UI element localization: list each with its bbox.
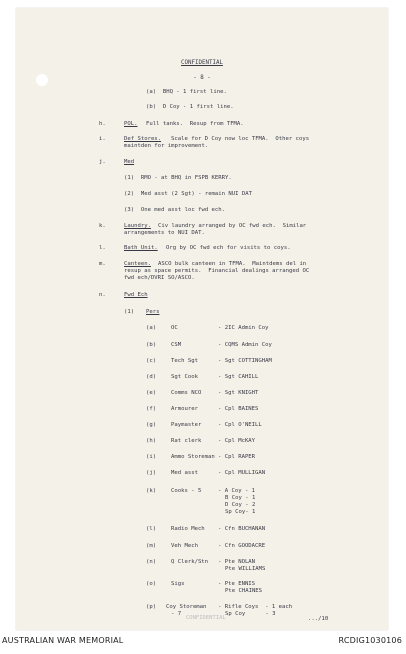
para-i-text2: maintden for improvement. xyxy=(124,143,209,149)
pers-m-role: Veh Mech xyxy=(171,543,198,549)
footer-left: AUSTRALIAN WAR MEMORIAL xyxy=(2,636,124,645)
pers-a-idx: (a) xyxy=(146,325,157,331)
pers-d-name: - Sgt CAHILL xyxy=(218,374,259,380)
pers-heading: Pers xyxy=(146,309,160,315)
document-page xyxy=(16,8,388,630)
pers-d-role: Sgt Cook xyxy=(171,374,198,380)
pers-c-idx: (c) xyxy=(146,358,157,364)
para-h-letter: h. xyxy=(99,121,106,127)
cooks-line-1: - A Coy - 1 xyxy=(218,488,256,494)
pers-l-role: Radio Mech xyxy=(171,526,205,532)
para-i-letter: i. xyxy=(99,136,106,142)
pers-n-name2: Pte WILLIAMS xyxy=(225,566,266,572)
pers-h-idx: (h) xyxy=(146,438,157,444)
para-i-heading: Def Stores. xyxy=(124,136,162,142)
para-h-text: Full tanks. Resup from TFMA. xyxy=(146,121,244,127)
para-n1: (1) xyxy=(124,309,135,315)
para-m-letter: m. xyxy=(99,261,106,267)
line-g1: (a) BHQ - 1 first line. xyxy=(146,89,227,95)
pers-h-role: Rat clerk xyxy=(171,438,202,444)
pers-i-idx: (i) xyxy=(146,454,157,460)
para-j1: (1) RMO - at BHQ in FSPB KERRY. xyxy=(124,175,232,181)
pers-g-idx: (g) xyxy=(146,422,157,428)
pers-j-idx: (j) xyxy=(146,470,157,476)
para-m-heading: Canteen. xyxy=(124,261,151,267)
para-j2: (2) Med asst (2 Sgt) - remain NUI DAT xyxy=(124,191,252,197)
page-ref: .../10 xyxy=(308,616,329,622)
page-number: - 8 - xyxy=(193,75,211,81)
para-n-heading: Fwd Ech xyxy=(124,292,148,298)
cooks-line-4: Sp Coy- 1 xyxy=(225,509,256,515)
pers-h-name: - Cpl McKAY xyxy=(218,438,256,444)
storeman-role: Coy Storeman xyxy=(166,604,207,610)
pers-c-role: Tech Sgt xyxy=(171,358,198,364)
para-k-heading: Laundry. xyxy=(124,223,151,229)
para-j-letter: j. xyxy=(99,159,106,165)
storeman-role2: - 7 xyxy=(171,611,182,617)
faded-stamp: CONFIDENTIAL xyxy=(186,615,226,621)
pers-m-name: - Cfn GOODACRE xyxy=(218,543,266,549)
storeman-right2: Sp Coy - 3 xyxy=(225,611,276,617)
pers-j-name: - Cpl MULLIGAN xyxy=(218,470,266,476)
cooks-role: Cooks - 5 xyxy=(171,488,202,494)
pers-n-idx: (n) xyxy=(146,559,157,565)
pers-f-idx: (f) xyxy=(146,406,157,412)
para-n-letter: n. xyxy=(99,292,106,298)
pers-a-name: - 2IC Admin Coy xyxy=(218,325,269,331)
cooks-line-2: B Coy - 1 xyxy=(225,495,256,501)
footer-right: RCDIG1030106 xyxy=(338,636,402,645)
pers-g-role: Paymaster xyxy=(171,422,202,428)
para-m-text2: resup as space permits. Financial dealings arranged OC xyxy=(124,268,310,274)
pers-c-name: - Sgt COTTINGHAM xyxy=(218,358,272,364)
pers-a-role: OC xyxy=(171,325,178,331)
para-k-text2: arrangements to NUI DAT. xyxy=(124,230,205,236)
pers-i-name: - Cpl RAPER xyxy=(218,454,256,460)
pers-o-role: Sigs xyxy=(171,581,185,587)
pers-f-name: - Cpl BAINES xyxy=(218,406,259,412)
pers-d-idx: (d) xyxy=(146,374,157,380)
pers-n-name: - Pte NOLAN xyxy=(218,559,256,565)
line-g2: (b) D Coy - 1 first line. xyxy=(146,104,234,110)
pers-f-role: Armourer xyxy=(171,406,198,412)
pers-o-name: - Pte ENNIS xyxy=(218,581,256,587)
pers-g-name: - Cpl O'NEILL xyxy=(218,422,262,428)
storeman-right1: - Rifle Coys - 1 each xyxy=(218,604,293,610)
para-l-letter: l. xyxy=(99,245,106,251)
cooks-line-3: D Coy - 2 xyxy=(225,502,256,508)
pers-o-idx: (o) xyxy=(146,581,157,587)
para-h-heading: POL. xyxy=(124,121,138,127)
pers-l-name: - Cfn BUCHANAN xyxy=(218,526,266,532)
para-l-text: Org by OC fwd ech for visits to coys. xyxy=(166,245,291,251)
cooks-idx: (k) xyxy=(146,488,157,494)
storeman-idx: (p) xyxy=(146,604,157,610)
classification-header: CONFIDENTIAL xyxy=(181,60,223,66)
para-j-heading: Med xyxy=(124,159,135,165)
para-l-heading: Bath Unit. xyxy=(124,245,158,251)
para-i-text1: Scale for D Coy now loc TFMA. Other coys xyxy=(171,136,310,142)
para-j3: (3) One med asst loc fwd ech. xyxy=(124,207,226,213)
pers-e-name: - Sgt KNIGHT xyxy=(218,390,259,396)
pers-e-role: Comms NCO xyxy=(171,390,202,396)
pers-b-idx: (b) xyxy=(146,342,157,348)
pers-b-role: CSM xyxy=(171,342,182,348)
pers-m-idx: (m) xyxy=(146,543,157,549)
pers-i-role: Ammo Storeman xyxy=(171,454,215,460)
pers-l-idx: (l) xyxy=(146,526,157,532)
pers-o-name2: Pte CHAINES xyxy=(225,588,263,594)
pers-j-role: Med asst xyxy=(171,470,198,476)
para-k-text1: Civ laundry arranged by OC fwd ech. Similar xyxy=(158,223,307,229)
para-m-text1: ASCO bulk canteen in TFMA. Maintdems del in xyxy=(158,261,307,267)
pers-b-name: - CQMS Admin Coy xyxy=(218,342,272,348)
para-k-letter: k. xyxy=(99,223,106,229)
pers-n-role: Q Clerk/Stn xyxy=(171,559,209,565)
pers-e-idx: (e) xyxy=(146,390,157,396)
para-m-text3: fwd ech/DVRI SO/ASCO. xyxy=(124,275,195,281)
